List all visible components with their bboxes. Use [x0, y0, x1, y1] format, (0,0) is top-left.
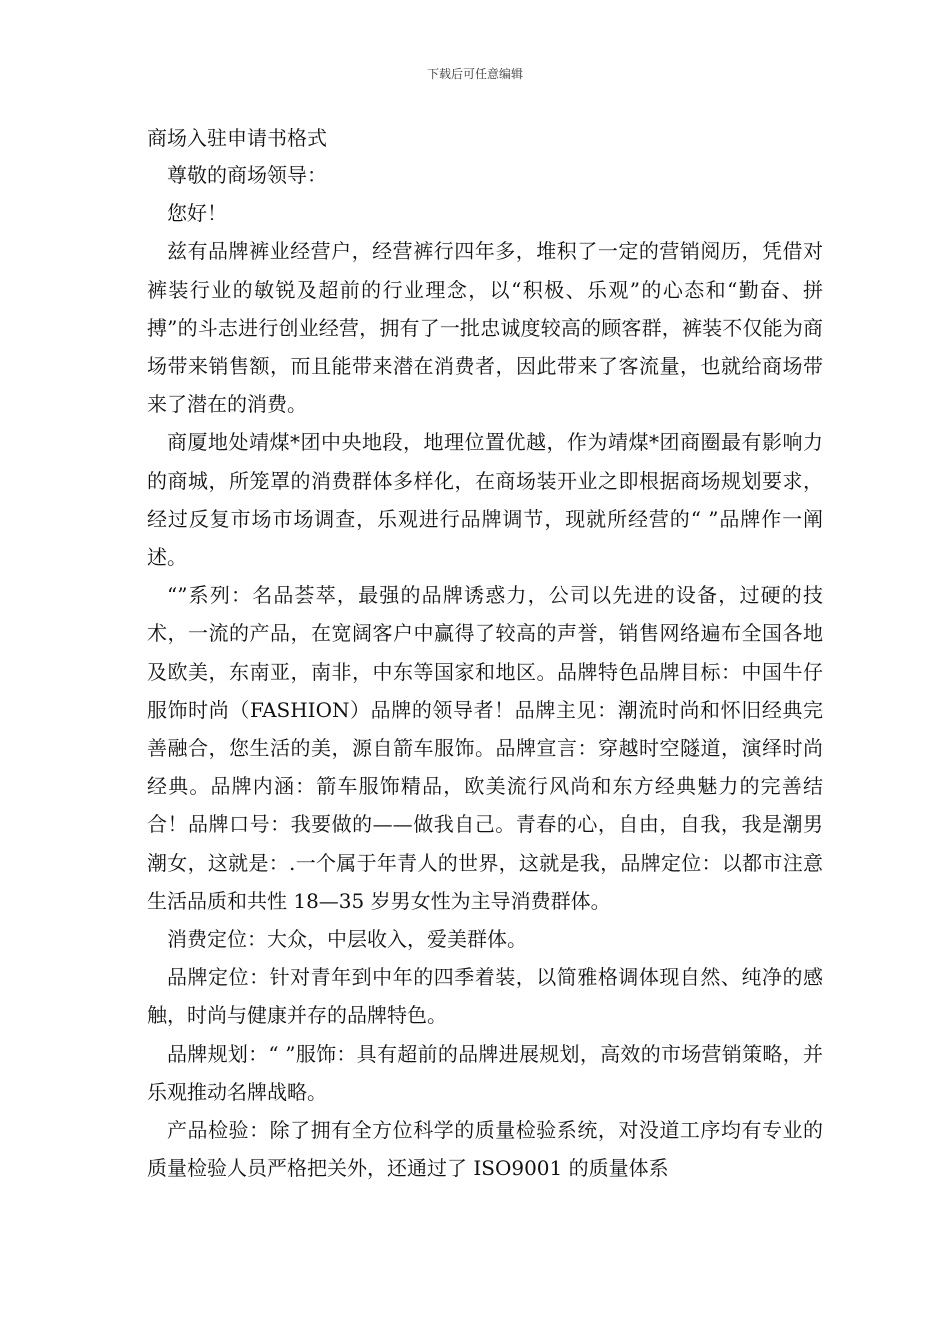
paragraph-brand-positioning: 品牌定位：针对青年到中年的四季着装，以简雅格调体现自然、纯净的感触，时尚与健康并存的品牌特色。	[147, 965, 823, 1028]
salutation: 尊敬的商场领导：	[167, 163, 327, 187]
document-title: 商场入驻申请书格式	[147, 126, 327, 150]
document-body	[147, 120, 823, 1187]
paragraph-brand-planning: 品牌规划：“ ”服饰：具有超前的品牌进展规划，高效的市场营销策略，并乐观推动名牌战略。	[147, 1041, 823, 1104]
paragraph-location: 商厦地处靖煤*团中央地段，地理位置优越，作为靖煤*团商圈最有影响力的商城，所笼罩的消费群体多样化，在商场装开业之即根据商场规划要求，经过反复市场市场调查，乐观进行品牌调节，现就所经营的“ ”品牌作一阐述。	[147, 430, 823, 570]
page-header-note: 下载后可任意编辑	[426, 67, 523, 81]
paragraph-product-inspection: 产品检验：除了拥有全方位科学的质量检验系统，对没道工序均有专业的质量检验人员严格把关外，还通过了 ISO9001 的质量体系	[147, 1118, 823, 1181]
paragraph-brand-series: “”系列：名品荟萃，最强的品牌诱惑力，公司以先进的设备，过硬的技术，一流的产品，在宽阔客户中赢得了较高的声誉，销售网络遍布全国各地及欧美，东南亚，南非，中东等国家和地区。品牌特色品牌目标：中国牛仔服饰时尚（FASHION）品牌的领导者！品牌主见：潮流时尚和怀旧经典完善融合，您生活的美，源自箭车服饰。品牌宣言：穿越时空隧道，演绎时尚经典。品牌内涵：箭车服饰精品，欧美流行风尚和东方经典魅力的完善结合！品牌口号：我要做的——做我自己。青春的心，自由，自我，我是潮男潮女，这就是：.一个属于年青人的世界，这就是我，品牌定位：以都市注意生活品质和共性 18—35 岁男女性为主导消费群体。	[147, 583, 823, 913]
greeting: 您好！	[167, 201, 227, 226]
paragraph-consumer-positioning: 消费定位：大众，中层收入，爱美群体。	[167, 927, 527, 952]
paragraph-intro: 兹有品牌裤业经营户，经营裤行四年多，堆积了一定的营销阅历，凭借对裤装行业的敏锐及超前的行业理念，以“积极、乐观”的心态和“勤奋、拼搏”的斗志进行创业经营，拥有了一批忠诚度较高的顾客群，裤装不仅能为商场带来销售额，而且能带来潜在消费者，因此带来了客流量，也就给商场带来了潜在的消费。	[147, 239, 823, 417]
